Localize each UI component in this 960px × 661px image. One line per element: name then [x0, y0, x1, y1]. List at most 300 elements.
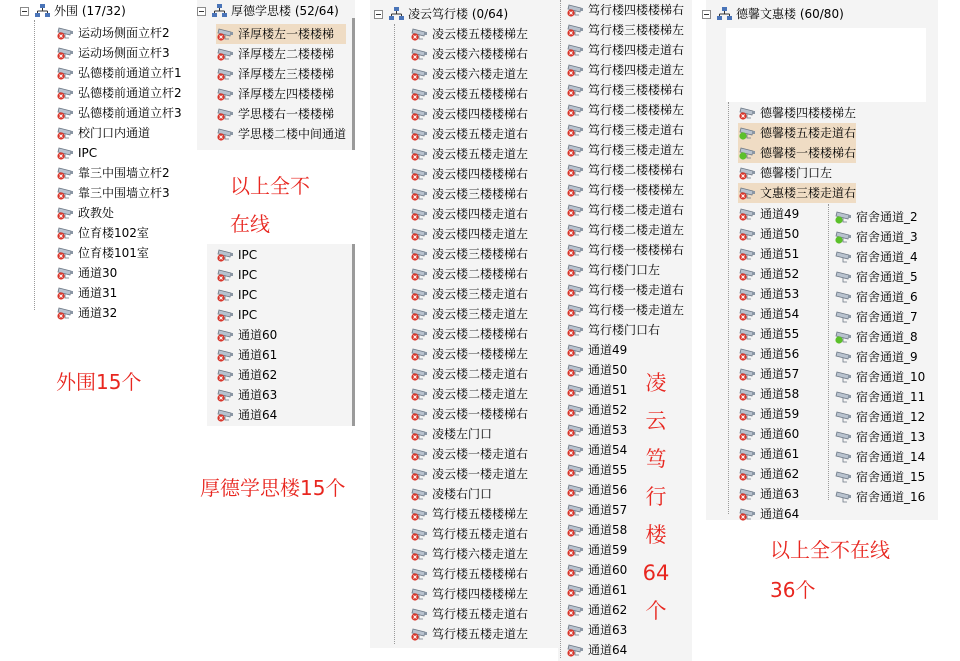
- camera-icon: [566, 503, 584, 517]
- camera-icon: [738, 327, 756, 341]
- tree-item[interactable]: [216, 405, 277, 425]
- camera-icon: [56, 166, 74, 180]
- tree-item[interactable]: [216, 365, 277, 385]
- tree-item[interactable]: [56, 303, 182, 323]
- tree-item-label: 通道50: [760, 227, 800, 241]
- tree-root-label: 外围 (17/32): [54, 4, 126, 18]
- tree-item[interactable]: [216, 285, 277, 305]
- tree-item[interactable]: [56, 263, 182, 283]
- tree-item[interactable]: [56, 143, 182, 163]
- camera-icon: [410, 307, 428, 321]
- tree-item[interactable]: [738, 163, 856, 183]
- tree-item[interactable]: [738, 324, 799, 344]
- tree-item-label: 通道51: [760, 247, 800, 261]
- camera-icon: [216, 328, 234, 342]
- tree-item[interactable]: [410, 84, 528, 104]
- tree-item[interactable]: [56, 63, 182, 83]
- tree-item[interactable]: [566, 60, 684, 80]
- tree-item-label: 通道30: [78, 266, 118, 280]
- annotation-dexin-offline: 以上全不在线: [770, 538, 890, 562]
- tree-root-label: 德馨文惠楼 (60/80): [736, 7, 844, 21]
- camera-icon: [410, 87, 428, 101]
- tree-item[interactable]: [410, 624, 528, 644]
- tree-item-label: 凌云楼一楼走道右: [432, 447, 529, 461]
- tree-panel-lingyun: [370, 0, 558, 648]
- tree-item-label: 政教处: [78, 206, 115, 220]
- tree-item[interactable]: [738, 123, 856, 143]
- tree-item[interactable]: [834, 427, 925, 447]
- tree-item[interactable]: [410, 184, 528, 204]
- tree-item[interactable]: [410, 384, 528, 404]
- camera-icon: [566, 643, 584, 657]
- tree-item[interactable]: [410, 584, 528, 604]
- tree-item[interactable]: [410, 204, 528, 224]
- tree-item-label: 通道61: [588, 583, 628, 597]
- annotation-waiwei-count: 外围15个: [56, 370, 142, 394]
- camera-icon: [566, 263, 584, 277]
- tree-item[interactable]: [566, 340, 684, 360]
- tree-item[interactable]: [410, 444, 528, 464]
- tree-item-label: 凌云楼四楼走道左: [432, 227, 529, 241]
- tree-item-label: 凌云楼三楼楼梯右: [432, 247, 529, 261]
- camera-icon: [738, 106, 756, 120]
- camera-icon: [216, 107, 234, 121]
- camera-icon: [566, 83, 584, 97]
- tree-item-label: 笃行楼五楼楼梯右: [432, 567, 529, 581]
- tree-item[interactable]: [410, 524, 528, 544]
- tree-root-dexin[interactable]: [702, 4, 844, 24]
- tree-item[interactable]: [738, 284, 799, 304]
- collapse-minus-icon[interactable]: [20, 7, 29, 16]
- tree-item-label: 通道60: [760, 427, 800, 441]
- camera-icon: [410, 327, 428, 341]
- tree-item-label: 通道64: [588, 643, 628, 657]
- tree-item-label: 通道53: [760, 287, 800, 301]
- tree-item-label: IPC: [238, 288, 258, 302]
- tree-item[interactable]: [738, 344, 799, 364]
- camera-icon: [56, 306, 74, 320]
- tree-item-label: 笃行楼三楼走道左: [588, 143, 685, 157]
- tree-item[interactable]: [738, 103, 856, 123]
- tree-item-label: 宿舍通道_3: [856, 230, 918, 244]
- tree-item[interactable]: [566, 300, 684, 320]
- camera-icon: [738, 467, 756, 481]
- tree-item-label: 笃行楼二楼走道左: [588, 223, 685, 237]
- camera-icon: [410, 407, 428, 421]
- camera-icon: [216, 368, 234, 382]
- tree-item[interactable]: [834, 227, 925, 247]
- tree-item-label: 泽厚楼左四楼楼梯: [238, 87, 335, 101]
- camera-icon: [410, 27, 428, 41]
- tree-item-label: 凌云楼五楼楼梯右: [432, 87, 529, 101]
- tree-item[interactable]: [738, 264, 799, 284]
- camera-icon: [410, 67, 428, 81]
- camera-icon: [410, 227, 428, 241]
- camera-icon: [566, 103, 584, 117]
- camera-icon: [410, 587, 428, 601]
- tree-item[interactable]: [56, 123, 182, 143]
- tree-item-label: 通道63: [588, 623, 628, 637]
- tree-item[interactable]: [738, 304, 799, 324]
- tree-item-label: 通道64: [760, 507, 800, 521]
- tree-item-label: 通道54: [760, 307, 800, 321]
- camera-icon: [410, 507, 428, 521]
- tree-item[interactable]: [216, 64, 346, 84]
- tree-item-label: 凌云楼四楼楼梯右: [432, 107, 529, 121]
- tree-item[interactable]: [834, 467, 925, 487]
- camera-icon: [738, 146, 756, 160]
- annotation-char: 凌: [645, 371, 667, 395]
- tree-item[interactable]: [216, 124, 346, 144]
- tree-item-label: IPC: [238, 308, 258, 322]
- tree-item-label: 宿舍通道_12: [856, 410, 926, 424]
- camera-icon: [410, 547, 428, 561]
- camera-icon: [566, 343, 584, 357]
- camera-icon: [566, 623, 584, 637]
- tree-item-label: 宿舍通道_16: [856, 490, 926, 504]
- tree-item-label: 笃行楼一楼走道左: [588, 303, 685, 317]
- annotation-char: 楼: [645, 523, 667, 547]
- camera-icon: [566, 303, 584, 317]
- camera-icon: [566, 203, 584, 217]
- camera-icon: [410, 387, 428, 401]
- camera-icon: [216, 248, 234, 262]
- camera-icon: [410, 367, 428, 381]
- tree-item-label: 笃行楼门口右: [588, 323, 661, 337]
- tree-item[interactable]: [56, 223, 182, 243]
- tree-item[interactable]: [410, 464, 528, 484]
- camera-icon: [56, 26, 74, 40]
- camera-icon: [566, 483, 584, 497]
- tree-item-label: 通道62: [760, 467, 800, 481]
- tree-item-label: 通道62: [238, 368, 278, 382]
- tree-item[interactable]: [834, 447, 925, 467]
- tree-item[interactable]: [738, 444, 799, 464]
- tree-item-label: 笃行楼二楼楼梯左: [588, 103, 685, 117]
- camera-icon: [410, 567, 428, 581]
- tree-item[interactable]: [566, 20, 684, 40]
- tree-root-houde[interactable]: [197, 1, 339, 21]
- camera-icon: [410, 127, 428, 141]
- tree-item[interactable]: [410, 104, 528, 124]
- tree-item[interactable]: [56, 103, 182, 123]
- tree-item[interactable]: [738, 484, 799, 504]
- tree-item[interactable]: [216, 24, 346, 44]
- tree-item[interactable]: [566, 120, 684, 140]
- tree-item[interactable]: [566, 80, 684, 100]
- tree-item[interactable]: [738, 424, 799, 444]
- tree-item[interactable]: [216, 385, 277, 405]
- tree-item-label: 通道59: [588, 543, 628, 557]
- tree-item[interactable]: [566, 140, 684, 160]
- tree-item[interactable]: [410, 304, 528, 324]
- tree-item-label: 笃行楼五楼楼梯左: [432, 507, 529, 521]
- tree-item-label: 学思楼二楼中间通道: [238, 127, 347, 141]
- tree-item-label: 宿舍通道_6: [856, 290, 918, 304]
- tree-item-label: 笃行楼五楼走道右: [432, 527, 529, 541]
- camera-icon: [566, 523, 584, 537]
- tree-item[interactable]: [56, 283, 182, 303]
- tree-item[interactable]: [566, 180, 684, 200]
- tree-item[interactable]: [216, 325, 277, 345]
- tree-item-label: 泽厚楼左三楼楼梯: [238, 67, 335, 81]
- tree-item[interactable]: [738, 404, 799, 424]
- camera-icon: [566, 43, 584, 57]
- tree-item[interactable]: [834, 247, 925, 267]
- tree-item-label: 通道56: [760, 347, 800, 361]
- tree-item-label: 校门口内通道: [78, 126, 151, 140]
- tree-item[interactable]: [56, 23, 182, 43]
- tree-item[interactable]: [410, 364, 528, 384]
- tree-item-label: 凌楼右门口: [432, 487, 493, 501]
- tree-panel-duxing: [558, 0, 692, 661]
- tree-item-label: IPC: [78, 146, 98, 160]
- tree-item[interactable]: [834, 367, 925, 387]
- tree-item-label: 凌云楼五楼走道左: [432, 147, 529, 161]
- tree-item-label: 笃行楼一楼楼梯左: [588, 183, 685, 197]
- camera-icon: [56, 46, 74, 60]
- tree-item[interactable]: [410, 64, 528, 84]
- tree-item-label: 通道52: [760, 267, 800, 281]
- tree-item[interactable]: [410, 224, 528, 244]
- tree-panel-dexin: [706, 0, 938, 520]
- tree-item[interactable]: [738, 464, 799, 484]
- tree-item[interactable]: [834, 267, 925, 287]
- tree-item[interactable]: [738, 364, 799, 384]
- tree-item-label: 凌云楼三楼走道左: [432, 307, 529, 321]
- tree-item-label: 通道58: [760, 387, 800, 401]
- tree-item-label: 通道56: [588, 483, 628, 497]
- camera-icon: [738, 227, 756, 241]
- camera-icon: [738, 487, 756, 501]
- camera-icon: [56, 106, 74, 120]
- tree-item-label: 通道61: [238, 348, 278, 362]
- annotation-houde-offline-1: 以上全不: [230, 174, 310, 198]
- tree-item-label: 通道61: [760, 447, 800, 461]
- tree-item[interactable]: [566, 280, 684, 300]
- camera-icon: [410, 187, 428, 201]
- camera-icon: [834, 390, 852, 404]
- camera-icon: [738, 166, 756, 180]
- camera-icon: [738, 126, 756, 140]
- camera-icon: [738, 247, 756, 261]
- tree-item[interactable]: [738, 143, 856, 163]
- tree-item[interactable]: [410, 424, 528, 444]
- tree-item-label: 宿舍通道_14: [856, 450, 926, 464]
- collapse-minus-icon[interactable]: [374, 10, 383, 19]
- tree-item-label: 通道63: [760, 487, 800, 501]
- tree-item-label: 笃行楼六楼走道左: [432, 547, 529, 561]
- annotation-dexin-count: 36个: [770, 578, 816, 602]
- tree-item-label: 通道49: [588, 343, 628, 357]
- tree-item[interactable]: [56, 203, 182, 223]
- camera-icon: [410, 607, 428, 621]
- camera-icon: [738, 447, 756, 461]
- tree-item[interactable]: [216, 305, 277, 325]
- tree-item[interactable]: [56, 183, 182, 203]
- tree-item[interactable]: [410, 484, 528, 504]
- camera-icon: [566, 603, 584, 617]
- camera-icon: [834, 430, 852, 444]
- camera-icon: [56, 146, 74, 160]
- tree-item-label: 位育楼102室: [78, 226, 149, 240]
- camera-icon: [216, 308, 234, 322]
- camera-icon: [216, 268, 234, 282]
- tree-item[interactable]: [566, 320, 684, 340]
- tree-item[interactable]: [834, 387, 925, 407]
- camera-icon: [410, 247, 428, 261]
- tree-root-waiwei[interactable]: [20, 1, 126, 21]
- tree-item[interactable]: [566, 640, 684, 660]
- tree-item[interactable]: [834, 207, 925, 227]
- tree-item[interactable]: [834, 287, 925, 307]
- tree-item[interactable]: [738, 384, 799, 404]
- camera-icon: [216, 87, 234, 101]
- tree-item[interactable]: [738, 244, 799, 264]
- camera-icon: [834, 330, 852, 344]
- tree-item-label: 凌云楼一楼走道左: [432, 467, 529, 481]
- camera-icon: [566, 543, 584, 557]
- tree-item[interactable]: [56, 243, 182, 263]
- tree-item[interactable]: [216, 44, 346, 64]
- camera-icon: [834, 350, 852, 364]
- camera-icon: [566, 463, 584, 477]
- tree-item-label: 宿舍通道_2: [856, 210, 918, 224]
- annotation-char: 笃: [645, 447, 667, 471]
- tree-item-label: 通道60: [588, 563, 628, 577]
- tree-item[interactable]: [566, 100, 684, 120]
- tree-item[interactable]: [834, 487, 925, 507]
- tree-item[interactable]: [410, 544, 528, 564]
- tree-item[interactable]: [566, 220, 684, 240]
- tree-item[interactable]: [410, 284, 528, 304]
- tree-item-label: 通道57: [760, 367, 800, 381]
- tree-item[interactable]: [566, 260, 684, 280]
- camera-icon: [410, 207, 428, 221]
- camera-icon: [834, 310, 852, 324]
- tree-item[interactable]: [56, 83, 182, 103]
- tree-item-label: 笃行楼一楼走道右: [588, 283, 685, 297]
- camera-icon: [566, 583, 584, 597]
- camera-icon: [410, 427, 428, 441]
- camera-icon: [216, 67, 234, 81]
- camera-icon: [738, 427, 756, 441]
- camera-icon: [566, 323, 584, 337]
- camera-icon: [738, 307, 756, 321]
- tree-item[interactable]: [566, 160, 684, 180]
- tree-item[interactable]: [410, 604, 528, 624]
- camera-icon: [566, 143, 584, 157]
- tree-item[interactable]: [834, 327, 925, 347]
- tree-item[interactable]: [56, 43, 182, 63]
- tree-item[interactable]: [410, 124, 528, 144]
- camera-icon: [56, 286, 74, 300]
- camera-icon: [566, 3, 584, 17]
- tree-item[interactable]: [834, 307, 925, 327]
- tree-item[interactable]: [410, 264, 528, 284]
- tree-item[interactable]: [566, 200, 684, 220]
- tree-item[interactable]: [216, 345, 277, 365]
- tree-item[interactable]: [410, 164, 528, 184]
- camera-icon: [566, 423, 584, 437]
- camera-icon: [738, 367, 756, 381]
- collapse-minus-icon[interactable]: [197, 7, 206, 16]
- tree-root-label: 凌云笃行楼 (0/64): [408, 7, 509, 21]
- tree-item[interactable]: [566, 0, 684, 20]
- tree-item-label: 通道58: [588, 523, 628, 537]
- camera-icon: [56, 266, 74, 280]
- tree-item[interactable]: [738, 224, 799, 244]
- tree-item-label: 通道50: [588, 363, 628, 377]
- camera-icon: [566, 383, 584, 397]
- tree-item[interactable]: [216, 245, 277, 265]
- tree-item-label: 德馨楼一楼楼梯右: [760, 146, 857, 160]
- tree-item-label: 位育楼101室: [78, 246, 149, 260]
- tree-item-label: IPC: [238, 248, 258, 262]
- network-tree-icon: [389, 7, 404, 21]
- tree-item-label: 德馨楼五楼走道右: [760, 126, 857, 140]
- tree-item[interactable]: [410, 404, 528, 424]
- tree-item-label: 凌云楼二楼楼梯右: [432, 267, 529, 281]
- tree-item[interactable]: [410, 504, 528, 524]
- camera-icon: [410, 267, 428, 281]
- tree-root-lingyun[interactable]: [374, 4, 508, 24]
- tree-item[interactable]: [566, 240, 684, 260]
- camera-icon: [410, 627, 428, 641]
- camera-icon: [216, 388, 234, 402]
- tree-item-label: 通道63: [238, 388, 278, 402]
- tree-item-label: 凌云楼二楼楼梯右: [432, 327, 529, 341]
- camera-icon: [56, 226, 74, 240]
- tree-item[interactable]: [738, 183, 856, 203]
- tree-item[interactable]: [410, 324, 528, 344]
- tree-item[interactable]: [738, 204, 799, 224]
- tree-item-label: 德馨楼四楼楼梯左: [760, 106, 857, 120]
- tree-item[interactable]: [834, 407, 925, 427]
- tree-item-label: 笃行楼二楼楼梯右: [588, 163, 685, 177]
- tree-item[interactable]: [410, 244, 528, 264]
- tree-item[interactable]: [566, 40, 684, 60]
- network-tree-icon: [212, 4, 227, 18]
- tree-item-label: 运动场侧面立杆2: [78, 26, 170, 40]
- tree-item-label: 通道64: [238, 408, 278, 422]
- camera-icon: [566, 363, 584, 377]
- tree-item[interactable]: [410, 24, 528, 44]
- tree-item[interactable]: [216, 84, 346, 104]
- tree-item[interactable]: [410, 564, 528, 584]
- tree-item[interactable]: [410, 344, 528, 364]
- tree-item[interactable]: [738, 504, 799, 524]
- camera-icon: [566, 23, 584, 37]
- tree-item[interactable]: [834, 347, 925, 367]
- tree-item[interactable]: [216, 104, 346, 124]
- collapse-minus-icon[interactable]: [702, 10, 711, 19]
- tree-item-label: 笃行楼四楼走道右: [588, 43, 685, 57]
- camera-icon: [410, 487, 428, 501]
- tree-item-label: 通道49: [760, 207, 800, 221]
- tree-item[interactable]: [410, 44, 528, 64]
- tree-item-label: 靠三中围墙立杆3: [78, 186, 170, 200]
- tree-item[interactable]: [216, 265, 277, 285]
- camera-icon: [738, 207, 756, 221]
- network-tree-icon: [35, 4, 50, 18]
- tree-item-label: 泽厚楼左一楼楼梯: [238, 27, 335, 41]
- camera-icon: [834, 450, 852, 464]
- tree-item[interactable]: [56, 163, 182, 183]
- tree-item[interactable]: [410, 144, 528, 164]
- tree-item-label: 凌云楼六楼走道左: [432, 67, 529, 81]
- camera-icon: [56, 206, 74, 220]
